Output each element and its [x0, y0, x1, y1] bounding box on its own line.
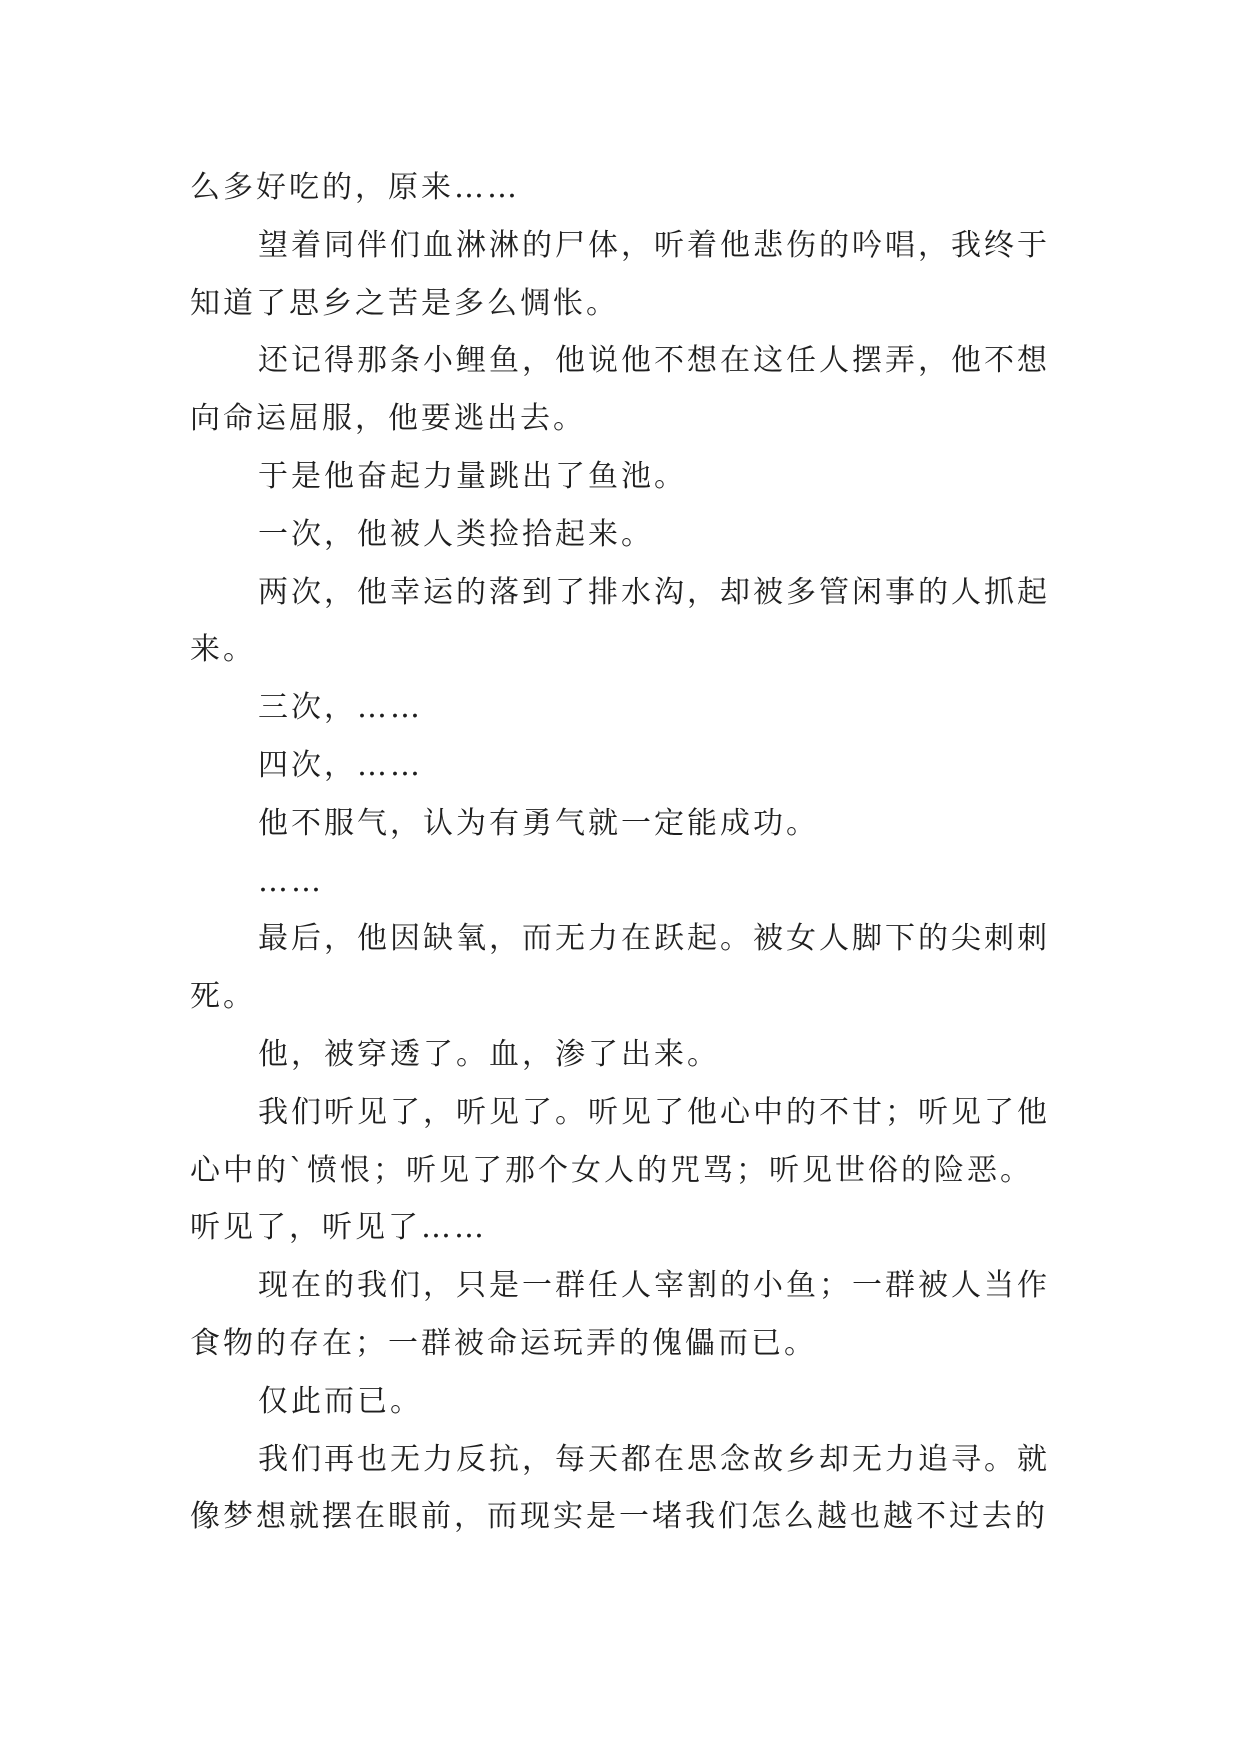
paragraph: [190, 1257, 1090, 1373]
text-line: 最后，他因缺氧，而无力在跃起。被女人脚下的尖刺刺: [258, 921, 1050, 957]
text-line: 我们听见了，听见了。听见了他心中的不甘；听见了他: [258, 1094, 1050, 1130]
text-line: 望着同伴们血淋淋的尸体，听着他悲伤的吟唱，我终于: [258, 227, 1050, 263]
text-line: 于是他奋起力量跳出了鱼池。: [258, 458, 687, 494]
paragraph: [190, 1431, 1090, 1547]
text-line: 心中的`愤恨；听见了那个女人的咒骂；听见世俗的险恶。: [190, 1152, 1033, 1188]
paragraph: [190, 679, 1090, 737]
text-line: 他，被穿透了。血，渗了出来。: [258, 1036, 720, 1072]
text-line: 还记得那条小鲤鱼，他说他不想在这任人摆弄，他不想: [258, 343, 1050, 379]
text-line: 向命运屈服，他要逃出去。: [190, 401, 586, 437]
text-line: 一次，他被人类捡拾起来。: [258, 516, 654, 552]
paragraph: [190, 1084, 1090, 1257]
text-line: 么多好吃的，原来……: [190, 170, 520, 205]
text-line: ……: [258, 863, 324, 899]
body-text: [190, 159, 1090, 1546]
paragraph: [190, 332, 1090, 448]
text-line: 死。: [190, 979, 256, 1015]
text-line: 现在的我们，只是一群任人宰割的小鱼；一群被人当作: [258, 1268, 1050, 1304]
text-line: 两次，他幸运的落到了排水沟，却被多管闲事的人抓起: [258, 574, 1050, 610]
text-line: 像梦想就摆在眼前，而现实是一堵我们怎么越也越不过去的: [190, 1499, 1048, 1535]
paragraph: [190, 910, 1090, 1026]
text-line: 我们再也无力反抗，每天都在思念故乡却无力追寻。就: [258, 1441, 1050, 1477]
text-line: 知道了思乡之苦是多么惆怅。: [190, 285, 619, 321]
text-line: 四次，……: [258, 747, 423, 783]
paragraph: [190, 217, 1090, 333]
paragraph: [190, 737, 1090, 795]
text-line: 食物的存在；一群被命运玩弄的傀儡而已。: [190, 1325, 817, 1361]
paragraph: [190, 564, 1090, 680]
text-line: 他不服气，认为有勇气就一定能成功。: [258, 805, 819, 841]
paragraph: [190, 853, 1090, 911]
text-line: 来。: [190, 632, 256, 668]
text-line: 仅此而已。: [258, 1383, 423, 1419]
paragraph: [190, 1026, 1090, 1084]
paragraph-continued: [190, 159, 1090, 217]
paragraph: [190, 795, 1090, 853]
text-line: 三次，……: [258, 690, 423, 726]
text-line: 听见了，听见了……: [190, 1210, 487, 1246]
paragraph: [190, 448, 1090, 506]
paragraph: [190, 506, 1090, 564]
paragraph: [190, 1373, 1090, 1431]
